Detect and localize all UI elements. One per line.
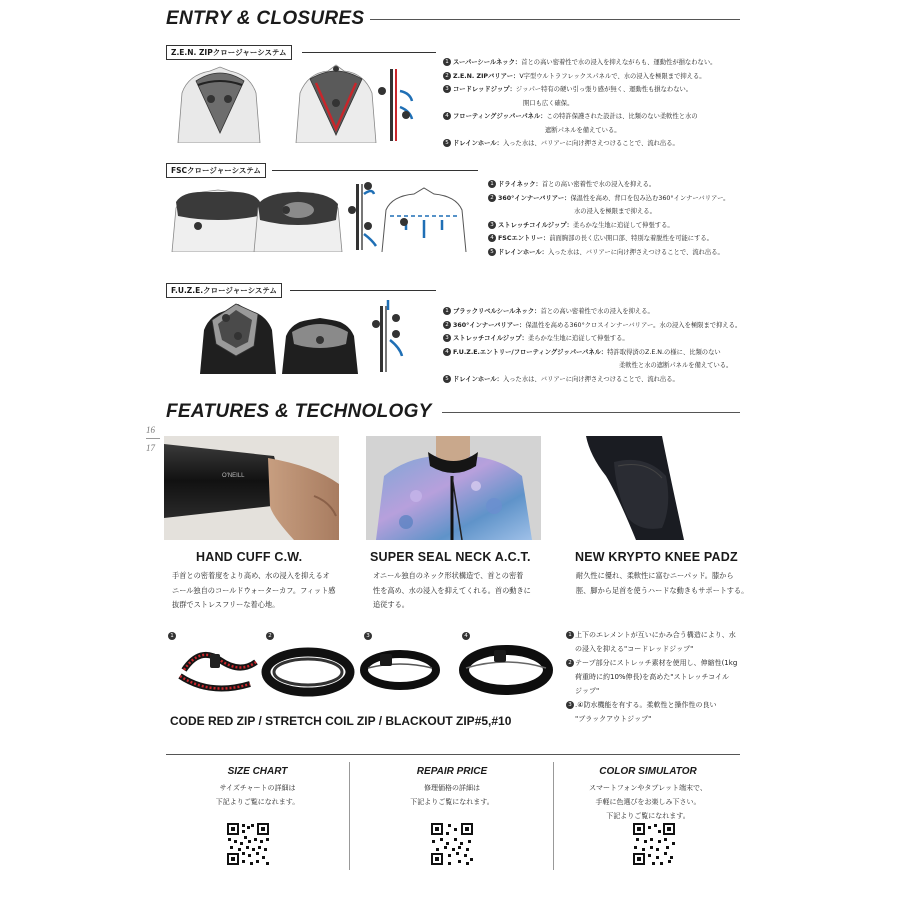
fuze-item-4-cont: 柔軟性と水の遮断パネルを備えている。 bbox=[619, 362, 733, 369]
zen-item-2: 2 Z.E.N. ZIPバリアー：V字型ウルトラフレックスパネルで、水の浸入を極限まで抑える。 bbox=[443, 70, 716, 84]
fsc-item-4: 4 FSCエントリー：前面胸部の長く広い開口部、特別な着脱性を可能にする。 bbox=[488, 232, 729, 246]
page-number-divider bbox=[146, 438, 160, 439]
knee-padz-photo bbox=[566, 436, 741, 540]
feature-desc-knee: 耐久性に優れ、柔軟性に富むニーパッド。膝から 脛、脚から足首を使うハードな動きもサポートする。 bbox=[576, 571, 749, 595]
zip-desc: 1 上下のエレメントが互いにかみ合う構造により、水 の浸入を抑える"コードレッドジップ" 2 テープ部分にストレッチ素材を使用し、伸縮性(1kg 荷重時に約10%伸長)を高めた"ストレッチコイル ジップ" 3 .④防水機能を有する。柔軟性と操作性の良い "ブラックアウトジップ" bbox=[566, 628, 746, 726]
repair-price-title: REPAIR PRICE bbox=[416, 766, 488, 777]
system-rule-fuze bbox=[290, 290, 436, 291]
size-chart-text: サイズチャートの詳細は 下記よりご覧になれます。 bbox=[215, 784, 300, 806]
fsc-item-3: 3 ストレッチコイルジップ：柔らかな生地に追従して伸張する。 bbox=[488, 219, 729, 233]
features-heading: FEATURES & TECHNOLOGY bbox=[166, 401, 432, 422]
feature-title-cuff: HAND CUFF C.W. bbox=[196, 550, 303, 564]
color-simulator-box[interactable] bbox=[556, 766, 740, 823]
fsc-item-2-cont: 水の浸入を極限まで抑える。 bbox=[574, 208, 656, 215]
bottom-divider-2 bbox=[553, 762, 554, 870]
system-label-zen: Z.E.N. ZIPクロージャーシステム bbox=[166, 45, 292, 60]
bottom-divider-1 bbox=[349, 762, 350, 870]
size-chart-qr-code-icon[interactable] bbox=[226, 822, 270, 866]
zip-number-1: 1 bbox=[168, 632, 176, 640]
size-chart-title: SIZE CHART bbox=[227, 766, 288, 777]
features-heading-rule bbox=[442, 412, 740, 413]
zip-number-4: 4 bbox=[462, 632, 470, 640]
page-number-right: 17 bbox=[146, 443, 155, 453]
zen-item-4: 4 フローティングジッパーパネル：この特許保護された設計は、比類のない柔軟性と水の bbox=[443, 110, 716, 124]
color-simulator-qr-code-icon[interactable] bbox=[632, 822, 676, 866]
system-rule-fsc bbox=[272, 170, 478, 171]
fuze-diagram bbox=[196, 296, 416, 374]
zip-images bbox=[170, 640, 555, 702]
feature-title-neck: SUPER SEAL NECK A.C.T. bbox=[370, 550, 531, 564]
fuze-item-3: 3 ストレッチコイルジップ：柔らかな生地に追従して伸張する。 bbox=[443, 332, 741, 346]
zen-item-4-cont: 遮断パネルを備えている。 bbox=[545, 126, 621, 134]
color-simulator-text: スマートフォンやタブレット端末で、 手軽に色選びをお楽しみ下さい。 下記よりご覧になれます。 bbox=[589, 784, 707, 820]
cuff-logo: O'NEILL bbox=[222, 473, 245, 479]
page-number-left: 16 bbox=[146, 425, 155, 435]
entry-heading: ENTRY & CLOSURES bbox=[166, 8, 365, 29]
fsc-item-2: 2 360°インナーバリアー：保温性を高め、背口を包み込む360°インナーバリアー。 bbox=[488, 192, 729, 206]
bottom-rule bbox=[166, 754, 740, 755]
fsc-item-1: 1 ドライネック：首との高い密着性で水の浸入を抑える。 bbox=[488, 178, 729, 192]
system-label-fsc: FSCクロージャーシステム bbox=[166, 163, 266, 178]
system-label-fuze: F.U.Z.E.クロージャーシステム bbox=[166, 283, 282, 298]
fuze-item-5: 5 ドレインホール：入った水は、バリアーに向け押さえつけることで、流れ出る。 bbox=[443, 373, 741, 387]
repair-price-qr-code-icon[interactable] bbox=[430, 822, 474, 866]
super-seal-neck-photo bbox=[366, 436, 541, 540]
feature-title-knee: NEW KRYPTO KNEE PADZ bbox=[575, 550, 738, 564]
fuze-item-2: 2 360°インナーバリアー：保温性を高める360°クロスインナーバリアー。水の浸入を極限まで抑える。 bbox=[443, 319, 741, 333]
repair-price-box[interactable] bbox=[352, 766, 552, 809]
fuze-item-4: 4 F.U.Z.E.エントリー/フローティングジッパーパネル：特許取得済のZ.E.N.の様に、比類のない bbox=[443, 346, 741, 360]
fsc-desc bbox=[488, 178, 729, 259]
color-simulator-title: COLOR SIMULATOR bbox=[599, 766, 697, 777]
repair-price-text: 修理価格の詳細は 下記よりご覧になれます。 bbox=[410, 784, 494, 806]
system-rule-zen bbox=[302, 52, 436, 53]
size-chart-box[interactable] bbox=[166, 766, 349, 809]
entry-heading-rule bbox=[370, 19, 740, 20]
hand-cuff-photo bbox=[164, 436, 339, 540]
fsc-diagram bbox=[168, 180, 478, 252]
zen-desc bbox=[443, 56, 716, 151]
zen-diagram bbox=[168, 63, 418, 143]
zen-item-5: 5 ドレインホール：入った水は、バリアーに向け押さえつけることで、流れ出る。 bbox=[443, 137, 716, 151]
zip-number-3: 3 bbox=[364, 632, 372, 640]
fsc-item-5: 5 ドレインホール：入った水は、バリアーに向け押さえつけることで、流れ出る。 bbox=[488, 246, 729, 260]
feature-desc-neck: オニール独自のネック形状構造で、首との密着 性を高め、水の浸入を抑えてくれる。首の動きに 追従する。 bbox=[373, 571, 531, 609]
feature-desc-cuff: 手首との密着度をより高め、水の浸入を抑えるオ ニール独自のコールドウォーターカフ。フィット感 抜群でストレスフリーな着心地。 bbox=[172, 571, 336, 609]
zen-item-3: 3 コードレッドジップ：ジッパー特有の硬い引っ張り感が無く、運動性も損なわない。 bbox=[443, 83, 716, 97]
fuze-desc bbox=[443, 305, 741, 386]
zen-item-1: 1 スーパーシールネック：首との高い密着性で水の浸入を抑えながらも、運動性が損なわない。 bbox=[443, 56, 716, 70]
zen-item-3-cont: 開口も広く確保。 bbox=[523, 99, 574, 107]
zip-title: CODE RED ZIP / STRETCH COIL ZIP / BLACKOUT ZIP#5,#10 bbox=[170, 714, 512, 728]
fuze-item-1: 1 ブラックリベルシールネック：首との高い密着性で水の浸入を抑える。 bbox=[443, 305, 741, 319]
zip-number-2: 2 bbox=[266, 632, 274, 640]
